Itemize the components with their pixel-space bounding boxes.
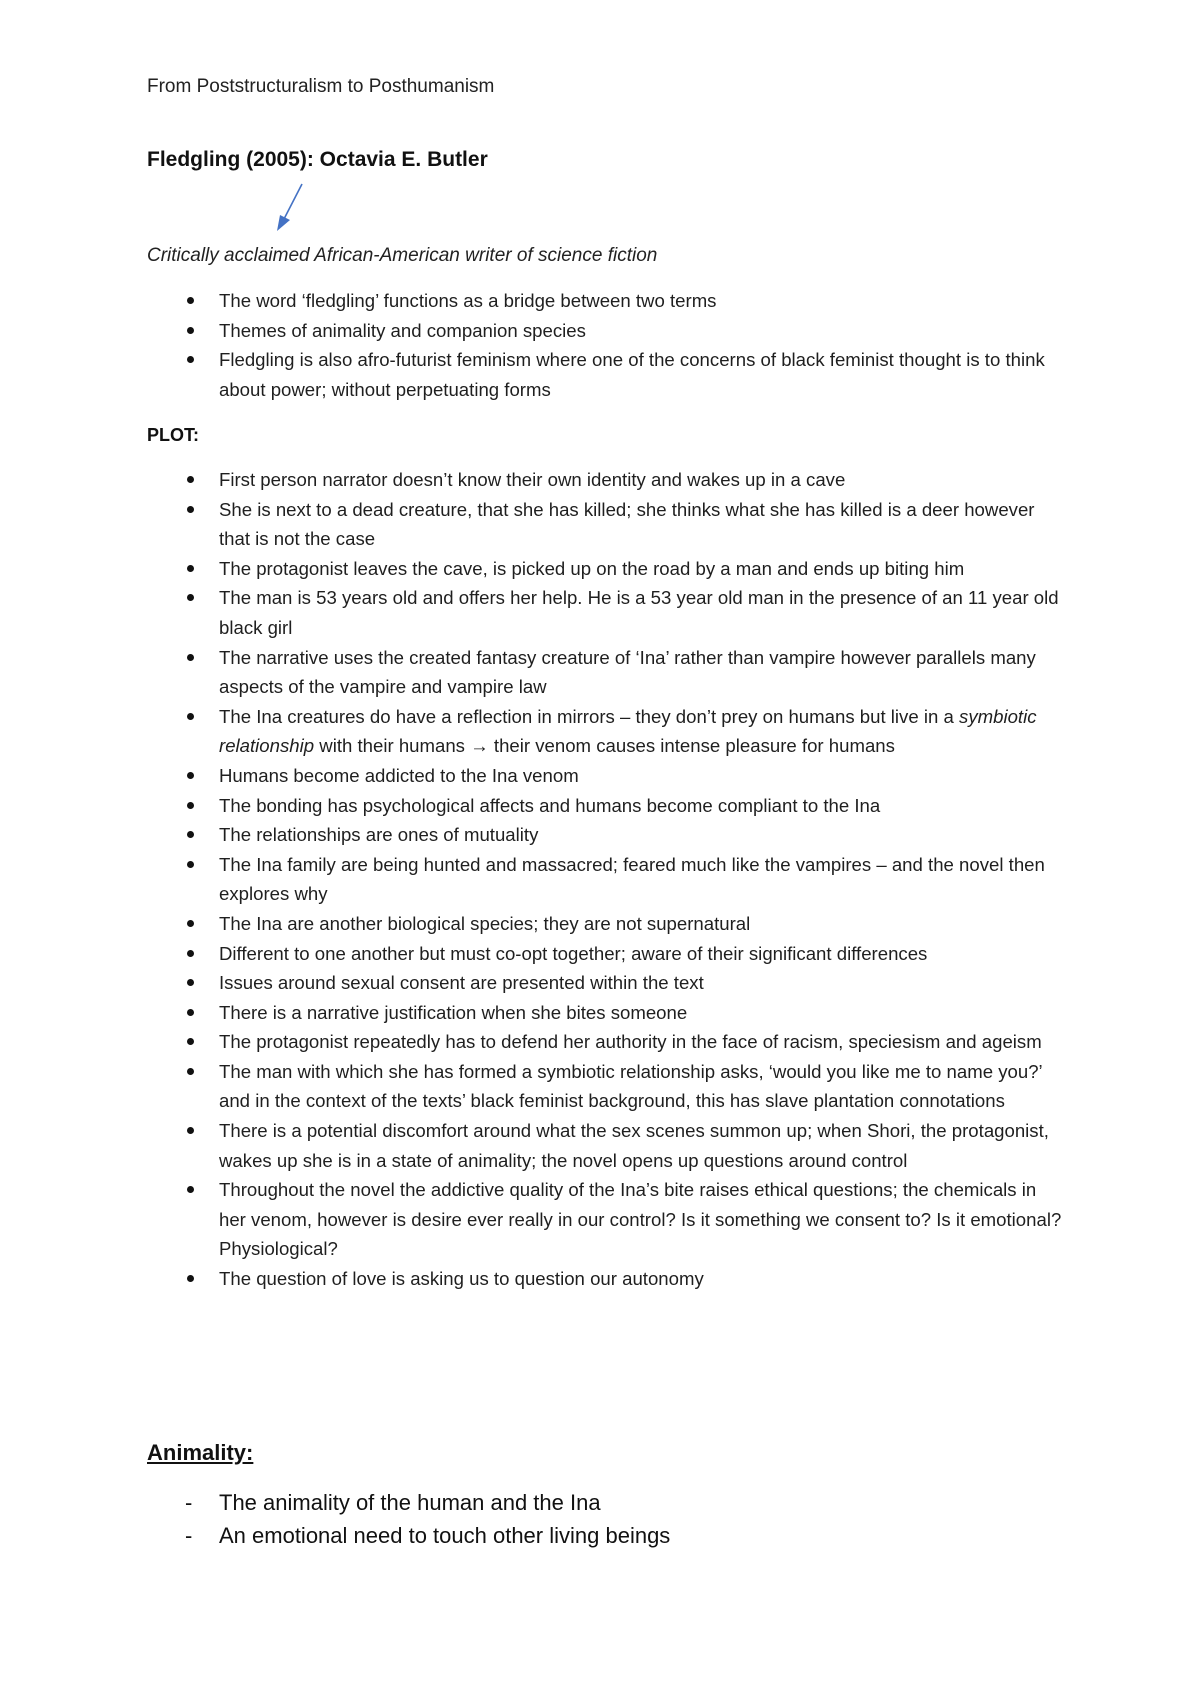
course-header: From Poststructuralism to Posthumanism — [147, 76, 495, 97]
dash-icon: - — [185, 1490, 193, 1515]
list-item: She is next to a dead creature, that she has killed; she thinks what she has killed is a deer however that is not the case — [147, 495, 1067, 554]
bullet-icon — [187, 654, 194, 661]
bullet-icon — [187, 802, 194, 809]
list-item: Different to one another but must co-opt together; aware of their significant differences — [147, 939, 1067, 969]
bullet-icon — [187, 1275, 194, 1282]
bullet-icon — [187, 1009, 194, 1016]
list-item: The word ‘fledgling’ functions as a bridge between two terms — [147, 286, 1067, 316]
list-item: Themes of animality and companion species — [147, 316, 1067, 346]
bullet-icon — [187, 713, 194, 720]
bullet-icon — [187, 1127, 194, 1134]
list-item: First person narrator doesn’t know their own identity and wakes up in a cave — [147, 465, 1067, 495]
list-item: There is a narrative justification when she bites someone — [147, 998, 1067, 1028]
list-item: Fledgling is also afro-futurist feminism where one of the concerns of black feminist thought is to think about power; without perpetuating forms — [147, 345, 1067, 404]
bullet-icon — [187, 476, 194, 483]
bullet-icon — [187, 920, 194, 927]
list-item: The bonding has psychological affects and humans become compliant to the Ina — [147, 791, 1067, 821]
list-item: There is a potential discomfort around what the sex scenes summon up; when Shori, the protagonist, wakes up she is in a state of animality; the novel opens up questions around control — [147, 1116, 1067, 1175]
list-item: The protagonist repeatedly has to defend her authority in the face of racism, speciesism and ageism — [147, 1027, 1067, 1057]
bullet-icon — [187, 831, 194, 838]
list-item: The question of love is asking us to question our autonomy — [147, 1264, 1067, 1294]
list-item: The relationships are ones of mutuality — [147, 820, 1067, 850]
arrow-down-left-icon — [272, 181, 312, 233]
dash-icon: - — [185, 1523, 193, 1548]
animality-list — [147, 1486, 1067, 1552]
list-item: Humans become addicted to the Ina venom — [147, 761, 1067, 791]
list-item: The Ina creatures do have a reflection in mirrors – they don’t prey on humans but live in a symbiotic relationship with their humans → their venom causes intense pleasure for humans — [147, 702, 1067, 761]
list-item: The Ina are another biological species; they are not supernatural — [147, 909, 1067, 939]
bullet-icon — [187, 506, 194, 513]
intro-bullet-list — [147, 286, 1067, 404]
plot-label: PLOT: — [147, 425, 199, 445]
bullet-icon — [187, 1038, 194, 1045]
list-item: The man with which she has formed a symbiotic relationship asks, ‘would you like me to name you?’ and in the context of the texts’ black feminist background, this has slave plantation connotations — [147, 1057, 1067, 1116]
list-item: The Ina family are being hunted and massacred; feared much like the vampires – and the novel then explores why — [147, 850, 1067, 909]
list-item: - The animality of the human and the Ina — [147, 1486, 1067, 1519]
list-item: The protagonist leaves the cave, is picked up on the road by a man and ends up biting him — [147, 554, 1067, 584]
list-item: The man is 53 years old and offers her help. He is a 53 year old man in the presence of an 11 year old black girl — [147, 583, 1067, 642]
bullet-icon — [187, 594, 194, 601]
list-item: The narrative uses the created fantasy creature of ‘Ina’ rather than vampire however parallels many aspects of the vampire and vampire law — [147, 643, 1067, 702]
bullet-icon — [187, 950, 194, 957]
list-item: - An emotional need to touch other living beings — [147, 1519, 1067, 1552]
list-item: Throughout the novel the addictive quality of the Ina’s bite raises ethical questions; the chemicals in her venom, however is desire ever really in our control? Is it something we consent to? Is it emotional? Physiological? — [147, 1175, 1067, 1264]
bullet-icon — [187, 1068, 194, 1075]
animality-heading: Animality: — [147, 1440, 254, 1465]
bullet-icon — [187, 565, 194, 572]
page-title: Fledgling (2005): Octavia E. Butler — [147, 148, 488, 171]
bullet-icon — [187, 297, 194, 304]
bullet-icon — [187, 327, 194, 334]
bullet-icon — [187, 861, 194, 868]
bullet-icon — [187, 979, 194, 986]
author-subtitle: Critically acclaimed African-American writer of science fiction — [147, 245, 658, 266]
bullet-icon — [187, 356, 194, 363]
list-item: Issues around sexual consent are presented within the text — [147, 968, 1067, 998]
bullet-icon — [187, 1186, 194, 1193]
bullet-icon — [187, 772, 194, 779]
plot-bullet-list — [147, 465, 1067, 1294]
